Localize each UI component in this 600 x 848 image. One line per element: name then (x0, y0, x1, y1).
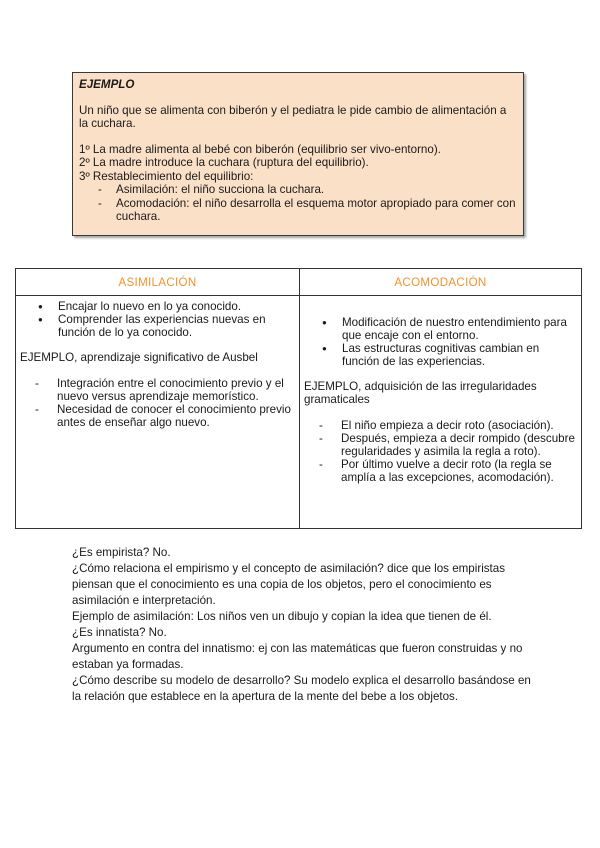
acomodacion-dashes (304, 419, 577, 484)
cell-acomodacion (300, 296, 582, 529)
list-item: - Necesidad de conocer el conocimiento previo antes de enseñar algo nuevo. (32, 403, 295, 429)
table-header-row (16, 269, 582, 296)
note-line: ¿Cómo describe su modelo de desarrollo? Su modelo explica el desarrollo basándose en la relación que establece en la apertura de la mente del bebe a los objetos. (72, 674, 531, 703)
notes-section (72, 545, 532, 705)
example-title: EJEMPLO (79, 78, 135, 91)
example-sub-list (79, 183, 517, 224)
cell-asimilacion (16, 296, 300, 529)
asimilacion-example-title: EJEMPLO, aprendizaje significativo de Ausbel (20, 351, 258, 364)
example-intro: Un niño que se alimenta con biberón y el pediatra le pide cambio de alimentación a la cuchara. (79, 103, 507, 130)
note-line: ¿Cómo relaciona el empirismo y el concepto de asimilación? dice que los empiristas piensan que el conocimiento es una copia de los objetos, pero el conocimiento es asimilación e interpretación. (72, 562, 506, 607)
list-item: - El niño empieza a decir roto (asociación). (316, 419, 577, 432)
table-row (16, 296, 582, 529)
list-item: - Acomodación: el niño desarrolla el esquema motor apropiado para comer con cuchara. (95, 197, 517, 224)
list-item: ● Las estructuras cognitivas cambian en función de las experiencias. (322, 342, 577, 368)
list-item: - Por último vuelve a decir roto (la regla se amplía a las excepciones, acomodación). (316, 458, 577, 484)
example-step: 1º La madre alimenta al bebé con biberón (equilibrio ser vivo-entorno). (79, 142, 441, 156)
note-line: ¿Es empirista? No. (72, 546, 171, 559)
list-item: - Integración entre el conocimiento previo y el nuevo versus aprendizaje memorístico. (32, 377, 295, 403)
note-line: ¿Es innatista? No. (72, 626, 167, 639)
list-item: ● Modificación de nuestro entendimiento para que encaje con el entorno. (322, 316, 577, 342)
list-item: ● Comprender las experiencias nuevas en función de lo ya conocido. (38, 313, 295, 339)
note-line: Ejemplo de asimilación: Los niños ven un dibujo y copian la idea que tienen de él. (72, 610, 492, 623)
acomodacion-example-title: EJEMPLO, adquisición de las irregularidades gramaticales (304, 380, 537, 406)
note-line: Argumento en contra del innatismo: ej con las matemáticas que fueron construidas y no estaban ya formadas. (72, 642, 523, 671)
comparison-table (15, 268, 582, 529)
header-asimilacion: ASIMILACIÓN (16, 269, 300, 296)
list-item: ● Encajar lo nuevo en lo ya conocido. (38, 300, 295, 313)
header-acomodacion: ACOMODACIÓN (300, 269, 582, 296)
example-step: 2º La madre introduce la cuchara (ruptura del equilibrio). (79, 156, 369, 169)
list-item: - Asimilación: el niño succiona la cuchara. (95, 183, 517, 197)
example-box (72, 72, 524, 236)
list-item: - Después, empieza a decir rompido (descubre regularidades y asimila la regla a roto). (316, 432, 577, 458)
asimilacion-bullets (20, 300, 295, 339)
asimilacion-dashes (20, 377, 295, 429)
acomodacion-bullets (304, 316, 577, 368)
example-step: 3º Restablecimiento del equilibrio: (79, 169, 254, 183)
